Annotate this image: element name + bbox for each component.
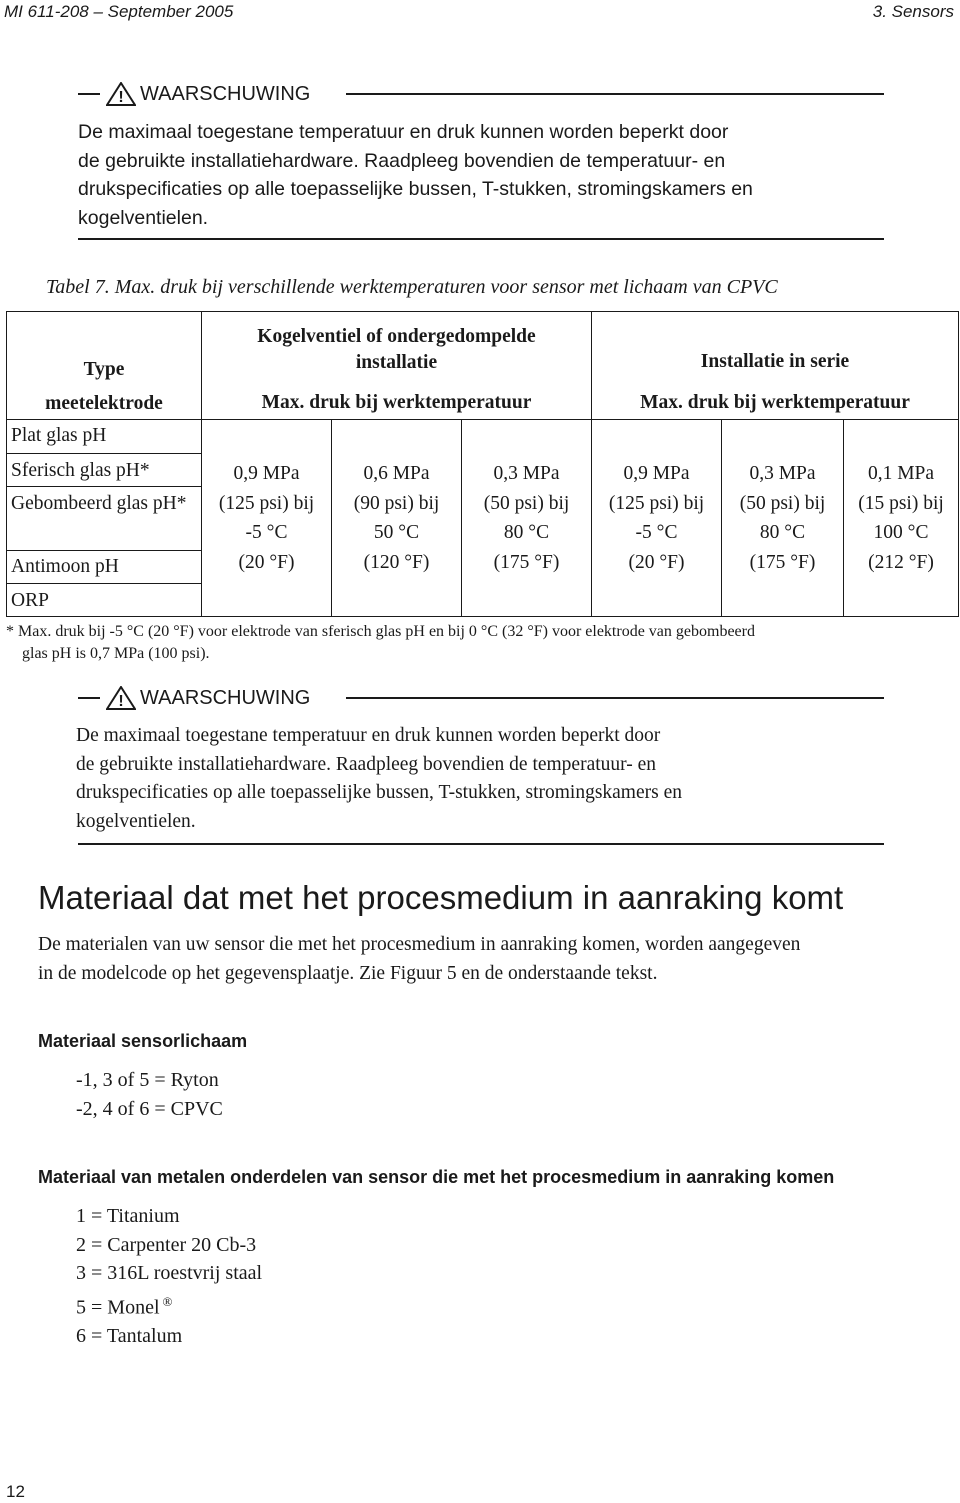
warning-title: WAARSCHUWING	[140, 686, 311, 709]
value-line: 50 °C	[373, 522, 420, 543]
intro-line: De materialen van uw sensor die met het procesmedium in aanraking komen, worden aangegeven	[38, 934, 801, 955]
subheader-max-pressure-2: Max. druk bij werktemperatuur	[592, 388, 959, 420]
warning-rule-bottom	[78, 238, 884, 240]
value-line: (125 psi) bij	[608, 492, 705, 514]
list-item: 1 = Titanium	[76, 1205, 180, 1227]
type-list-cell	[7, 420, 202, 617]
value-line: 0,1 MPa	[867, 463, 935, 484]
section-intro	[38, 931, 800, 988]
group-header-ball-valve: Kogelventiel of ondergedompelde installatie	[202, 312, 592, 388]
value-line: (50 psi) bij	[483, 492, 570, 514]
warning-triangle-icon	[106, 82, 136, 106]
list-item: -2, 4 of 6 = CPVC	[76, 1097, 223, 1120]
page-number: 12	[6, 1482, 25, 1501]
header-document-id: MI 611-208 – September 2005	[4, 2, 234, 21]
list-item: 6 = Tantalum	[76, 1325, 183, 1348]
type-row: Gebombeerd glas pH*	[7, 487, 201, 551]
svg-text:!: !	[118, 693, 124, 710]
value-line: 0,6 MPa	[363, 463, 430, 484]
warning-rule-right	[346, 93, 884, 95]
value-cell	[202, 420, 332, 617]
intro-line: in de modelcode op het gegevensplaatje. Zie Figuur 5 en de onderstaande tekst.	[38, 962, 658, 984]
footnote-line: * Max. druk bij -5 °C (20 °F) voor elektrode van sferisch glas pH en bij 0 °C (32 °F) voor elektrode van gebombeerd	[6, 623, 755, 640]
value-line: 80 °C	[759, 522, 806, 543]
warning-line: drukspecificaties op alle toepasselijke bussen, T-stukken, stromingskamers en	[76, 782, 682, 803]
table-footnote	[6, 621, 946, 665]
warning-text	[76, 722, 886, 836]
value-line: (50 psi) bij	[739, 492, 826, 514]
value-line: 80 °C	[503, 522, 550, 543]
warning-title: WAARSCHUWING	[140, 82, 311, 105]
metal-parts-list	[76, 1202, 262, 1351]
warning-line: kogelventielen.	[76, 810, 196, 832]
warning-line: kogelventielen.	[78, 206, 209, 229]
value-line: (175 °F)	[493, 551, 560, 573]
warning-rule-right	[346, 697, 884, 699]
pressure-temperature-table	[6, 311, 959, 617]
value-line: (20 °F)	[238, 551, 295, 573]
registered-mark: ®	[162, 1294, 173, 1310]
warning-line: de gebruikte installatiehardware. Raadpleeg bovendien de temperatuur- en	[78, 149, 726, 172]
warning-triangle-icon	[106, 686, 136, 710]
list-item	[76, 1288, 262, 1322]
value-line: (125 psi) bij	[218, 492, 315, 514]
group-header-inline: Installatie in serie	[592, 312, 959, 388]
section-heading: Materiaal dat met het procesmedium in aanraking komt	[38, 879, 844, 916]
value-line: (20 °F)	[628, 551, 685, 573]
svg-text:!: !	[118, 89, 124, 106]
value-line: 0,3 MPa	[493, 463, 560, 484]
table-caption: Tabel 7. Max. druk bij verschillende werktemperaturen voor sensor met lichaam van CPVC	[46, 276, 778, 298]
subheading-metal-parts: Materiaal van metalen onderdelen van sensor die met het procesmedium in aanraking komen	[38, 1167, 835, 1187]
list-item: 3 = 316L roestvrij staal	[76, 1262, 263, 1285]
body-material-list	[76, 1066, 223, 1123]
value-line: -5 °C	[245, 522, 288, 543]
type-header-line: Type	[83, 359, 125, 380]
value-line: (120 °F)	[363, 551, 430, 573]
value-line: (212 °F)	[868, 551, 934, 573]
type-row: Antimoon pH	[7, 551, 201, 584]
type-row: Plat glas pH	[7, 423, 201, 454]
type-column-header	[7, 312, 202, 420]
list-item: -1, 3 of 5 = Ryton	[76, 1069, 219, 1091]
list-item-text: 5 = Monel	[76, 1296, 160, 1319]
warning-line: drukspecificaties op alle toepasselijke bussen, T-stukken, stromingskamers en	[78, 178, 753, 200]
value-cell	[844, 420, 959, 617]
warning-rule-left	[78, 697, 100, 699]
warning-line: de gebruikte installatiehardware. Raadpleeg bovendien de temperatuur- en	[76, 753, 657, 775]
subheader-max-pressure-1: Max. druk bij werktemperatuur	[261, 392, 532, 414]
warning-title-row	[106, 686, 310, 710]
value-line: (15 psi) bij	[858, 492, 944, 514]
list-item: 2 = Carpenter 20 Cb-3	[76, 1233, 257, 1256]
value-cell	[462, 420, 592, 617]
type-row: Sferisch glas pH*	[7, 454, 201, 487]
value-line: (175 °F)	[749, 551, 816, 573]
subheading-body-material: Materiaal sensorlichaam	[38, 1031, 248, 1051]
header-section-title: 3. Sensors	[872, 2, 954, 21]
value-line: 0,3 MPa	[749, 463, 816, 484]
warning-rule-bottom	[78, 843, 884, 845]
value-line: (90 psi) bij	[353, 492, 440, 514]
warning-rule-left	[78, 93, 100, 95]
value-line: 0,9 MPa	[233, 463, 300, 484]
value-cell	[592, 420, 722, 617]
type-header-line: meetelektrode	[45, 393, 163, 414]
value-line: -5 °C	[635, 522, 678, 543]
warning-line: De maximaal toegestane temperatuur en druk kunnen worden beperkt door	[78, 121, 729, 143]
warning-title-row	[106, 82, 310, 106]
value-line: 0,9 MPa	[623, 463, 690, 484]
warning-line: De maximaal toegestane temperatuur en druk kunnen worden beperkt door	[76, 725, 661, 746]
value-line: 100 °C	[873, 522, 929, 543]
footnote-line: glas pH is 0,7 MPa (100 psi).	[22, 645, 210, 662]
warning-text	[78, 118, 888, 232]
value-cell	[332, 420, 462, 617]
type-row: ORP	[11, 590, 49, 611]
value-cell	[722, 420, 844, 617]
